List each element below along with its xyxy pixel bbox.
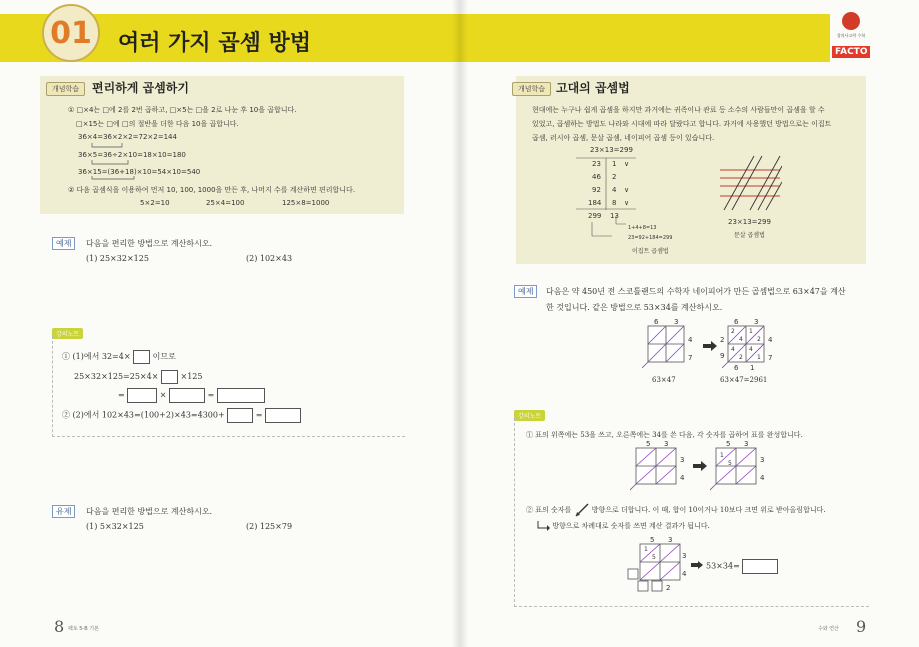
equation-3: 36×15=(36+18)×10=54×10=540 (78, 168, 201, 176)
grid-b-top-2: 3 (744, 440, 749, 448)
napier-cell: 4 (731, 346, 735, 353)
example-text-right-2: 한 것입니다. 같은 방법으로 53×34를 계산하시오. (546, 303, 723, 312)
brand-emblem-icon (842, 12, 860, 30)
diagonal-arrow-icon (574, 503, 590, 517)
example-text-right-1: 다음은 약 450년 전 스코틀랜드의 수학자 네이피어가 만든 곱셈법으로 63×47을 계산 (546, 287, 846, 296)
note-line-2-text: 25×32×125=25×4× (74, 372, 159, 381)
chapter-number-badge: 01 (42, 4, 100, 62)
answer-blank[interactable] (742, 559, 778, 574)
example-item-2: (2) 102×43 (246, 254, 293, 263)
final-side-1: 3 (682, 552, 687, 560)
egypt-sum-b: 13 (610, 212, 619, 220)
book-gutter (452, 0, 468, 647)
page-footer-left: 팩토 5-B 기본 (68, 626, 99, 632)
napier-cell: 2 (739, 354, 743, 361)
equation-brackets (78, 140, 201, 180)
napier-filled-top-1: 6 (734, 318, 739, 326)
napier-cell: 1 (757, 354, 761, 361)
note-right-3 (536, 521, 710, 531)
example-item-1: (1) 25×32×125 (86, 254, 149, 263)
practice-item-1: (1) 5×32×125 (86, 522, 144, 531)
intro-line-1: 현대에는 누구나 쉽게 곱셈을 하지만 과거에는 귀족이나 관료 등 소수의 사람들만이 곱셈을 할 수 (532, 106, 825, 114)
page-number-right: 9 (856, 617, 867, 636)
napier-result-digit: 2 (720, 336, 725, 344)
answer-blank[interactable] (169, 388, 205, 403)
napier-result-digit: 1 (750, 364, 755, 372)
grid-top-1: 5 (646, 440, 651, 448)
egypt-row-3-a: 92 (592, 186, 601, 194)
napier-filled-side-2: 7 (768, 354, 773, 362)
egypt-sum-a: 299 (588, 212, 602, 220)
egypt-note-2: 23=92+184=299 (628, 235, 673, 241)
note-line-2 (74, 370, 203, 384)
napier-top-1: 6 (654, 318, 659, 326)
napier-cell: 1 (749, 328, 753, 335)
concept-tag-right: 개념학습 (512, 82, 551, 96)
napier-result-digit: 6 (734, 364, 739, 372)
napier-side-2: 7 (688, 354, 693, 362)
napier-filled-top-2: 3 (754, 318, 759, 326)
note-right-2-rest: 방향으로 더합니다. 이 때, 합이 10이거나 10보다 크면 위로 받아올림합니다. (591, 506, 826, 514)
intro-line-2: 있었고, 곱셈하는 방법도 나라와 시대에 따라 달랐다고 합니다. 과거에 사용했던 방법으로는 이집트 (532, 120, 832, 128)
note-right-2-text: ② 표의 숫자를 (526, 506, 572, 514)
final-equation (706, 559, 778, 574)
concept-tag-left: 개념학습 (46, 82, 85, 96)
grid-side-1: 3 (680, 456, 685, 464)
grid-side-2: 4 (680, 474, 685, 482)
answer-blank[interactable] (133, 350, 150, 364)
grid-b-cell: 1 (720, 452, 724, 459)
answer-blank[interactable] (265, 408, 301, 423)
rule2-text: ② 다음 곱셈식을 이용하여 먼저 10, 100, 1000을 만든 후, 나머지 수를 계산하면 편리합니다. (68, 186, 356, 194)
note-line-3-eq2: = (207, 390, 215, 400)
arrow-right-icon (702, 340, 718, 352)
rule1b-text: □×15는 □에 □의 절반을 더한 다음 10을 곱합니다. (76, 120, 239, 128)
answer-blank[interactable] (127, 388, 157, 403)
grid-top-2: 3 (664, 440, 669, 448)
final-top-2: 3 (668, 536, 673, 544)
note-right-2 (526, 503, 826, 517)
egypt-row-1-b: 1 (612, 160, 617, 168)
note-grid-final (626, 536, 692, 596)
note-line-3-eq: = (118, 390, 125, 400)
egypt-caption: 이집트 곱셈법 (632, 248, 669, 255)
napier-top-2: 3 (674, 318, 679, 326)
note-line-1-suffix: 이므로 (152, 352, 176, 361)
intro-line-3: 곱셈, 러시아 곱셈, 문살 곱셈, 네이피어 곱셈 등이 있습니다. (532, 134, 715, 142)
grid-b-cell: 5 (728, 460, 732, 467)
lattice-equation: 23×13=299 (728, 218, 771, 226)
answer-blank[interactable] (227, 408, 253, 423)
note-line-4-text: ② (2)에서 102×43=(100+2)×43=4300+ (62, 410, 225, 420)
napier-result-digit: 9 (720, 352, 725, 360)
napier-cell: 4 (739, 336, 743, 343)
egypt-note-1: 1+4+8=13 (628, 225, 657, 231)
note-grid-empty (630, 440, 690, 494)
note-line-4-eq: = (255, 410, 263, 420)
grid-b-top-1: 5 (726, 440, 731, 448)
note-line-4 (62, 408, 301, 423)
note-tag-right: 강의노트 (514, 410, 545, 421)
note-right-1: ① 표의 위쪽에는 53을 쓰고, 오른쪽에는 34를 쓴 다음, 각 숫자를 곱하여 표를 완성합니다. (526, 431, 803, 439)
equation-1: 36×4=36×2×2=72×2=144 (78, 133, 177, 141)
concept-title-left: 편리하게 곱셈하기 (92, 81, 189, 95)
page-number-left: 8 (54, 617, 65, 636)
brand-name: FACTO (832, 46, 870, 58)
page-footer-right: 수와 연산 (818, 626, 839, 632)
egypt-row-3-b: 4 (612, 186, 617, 194)
practice-text-left: 다음을 편리한 방법으로 계산하시오. (86, 507, 213, 516)
note-line-1-text: ① (1)에서 32=4× (62, 352, 131, 361)
rule1-text: ① □×4는 □에 2를 2번 곱하고, □×5는 □을 2로 나눈 후 10을 곱합니다. (68, 106, 297, 114)
napier-side-1: 4 (688, 336, 693, 344)
final-cell: 5 (652, 554, 656, 561)
header-band-right (460, 14, 830, 62)
note-grid-partial (710, 440, 770, 494)
note-right-3-text: 방향으로 차례대로 숫자를 쓰면 계산 결과가 됩니다. (552, 522, 710, 530)
concept-title-right: 고대의 곱셈법 (556, 81, 630, 95)
napier-cell: 2 (731, 328, 735, 335)
example-text-left: 다음을 편리한 방법으로 계산하시오. (86, 239, 213, 248)
egypt-row-4-a: 184 (588, 199, 602, 207)
egypt-row-2-b: 2 (612, 173, 617, 181)
corner-arrow-icon (536, 521, 550, 531)
fact-1: 5×2=10 (140, 199, 170, 207)
napier-left-caption: 63×47 (652, 376, 676, 384)
brand-logo (832, 12, 870, 60)
note-line-3 (118, 388, 265, 403)
example-tag-left: 예제 (52, 237, 75, 250)
lattice-caption: 문살 곱셈법 (734, 232, 765, 239)
final-cell: 1 (644, 546, 648, 553)
egypt-row-1-mark: ∨ (624, 160, 630, 168)
brand-subtitle: 창의사고력 수학 (836, 33, 866, 38)
grid-b-side-2: 4 (760, 474, 765, 482)
napier-cell: 2 (757, 336, 761, 343)
equation-2: 36×5=36÷2×10=18×10=180 (78, 151, 186, 159)
fact-3: 125×8=1000 (282, 199, 330, 207)
note-line-3-times: × (159, 390, 167, 400)
napier-filled-side-1: 4 (768, 336, 773, 344)
note-line-1 (62, 350, 176, 364)
egypt-row-4-mark: ∨ (624, 199, 630, 207)
final-top-1: 5 (650, 536, 655, 544)
example-tag-right: 예제 (514, 285, 537, 298)
note-tag-left: 강의노트 (52, 328, 83, 339)
napier-cell: 4 (749, 346, 753, 353)
arrow-right-icon (692, 460, 708, 472)
egypt-row-3-mark: ∨ (624, 186, 630, 194)
egypt-row-1-a: 23 (592, 160, 601, 168)
lattice-diagram (716, 152, 782, 214)
practice-tag-left: 유제 (52, 505, 75, 518)
napier-right-caption: 63×47=2961 (720, 376, 768, 384)
napier-grid-empty (642, 318, 702, 378)
practice-item-2: (2) 125×79 (246, 522, 293, 531)
egypt-row-2-a: 46 (592, 173, 601, 181)
arrow-right-icon (690, 560, 704, 570)
egypt-header: 23×13=299 (590, 146, 633, 154)
answer-blank[interactable] (161, 370, 178, 384)
grid-b-side-1: 3 (760, 456, 765, 464)
note-line-2-suffix: ×125 (180, 372, 203, 381)
fact-2: 25×4=100 (206, 199, 245, 207)
chapter-title: 여러 가지 곱셈 방법 (118, 31, 311, 56)
egypt-row-4-b: 8 (612, 199, 617, 207)
final-side-2: 4 (682, 570, 687, 578)
answer-blank[interactable] (217, 388, 265, 403)
final-bottom-digit: 2 (666, 584, 671, 592)
final-equation-text: 53×34= (706, 561, 740, 571)
